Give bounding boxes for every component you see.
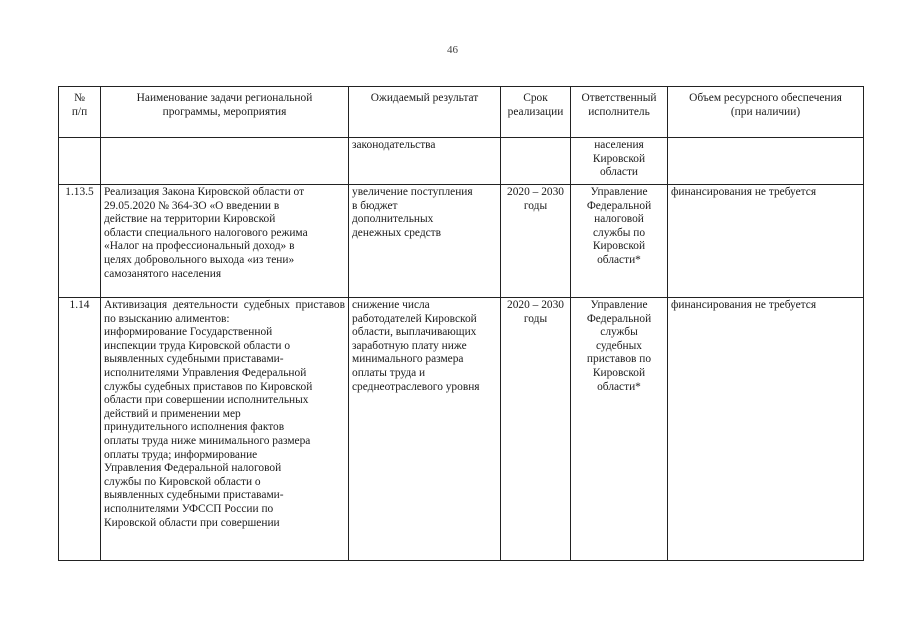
cell-result: законодательства <box>349 138 501 185</box>
table-row <box>59 138 864 185</box>
header-resources: Объем ресурсного обеспечения (при наличии) <box>668 87 864 138</box>
header-task: Наименование задачи региональной программы, мероприятия <box>101 87 349 138</box>
cell-num <box>59 138 101 185</box>
cell-num: 1.14 <box>59 298 101 561</box>
table-header-row <box>59 87 864 138</box>
header-num: № п/п <box>59 87 101 138</box>
cell-task <box>101 138 349 185</box>
cell-term: 2020 – 2030 годы <box>501 298 571 561</box>
cell-task: Активизация деятельности судебных приставов по взысканию алиментов: информирование Государственной инспекции труда Кировской области о выявленных судебными приставами- исполнителями Управления Федеральной службы судебных приставов по Кировской области при совершении исполнительных действий и применении мер принудительного исполнения фактов оплаты труда ниже минимального размера оплаты труда; информирование Управления Федеральной налоговой службы по Кировской области о выявленных судебными приставами- исполнителями УФССП России по Кировской области при совершении <box>101 298 349 561</box>
cell-resources: финансирования не требуется <box>668 298 864 561</box>
cell-result: снижение числа работодателей Кировской области, выплачивающих заработную плату ниже минимального размера оплаты труда и среднеотраслевого уровня <box>349 298 501 561</box>
cell-term: 2020 – 2030 годы <box>501 185 571 298</box>
cell-resources: финансирования не требуется <box>668 185 864 298</box>
cell-task: Реализация Закона Кировской области от 29.05.2020 № 364-ЗО «О введении в действие на территории Кировской области специального налогового режима «Налог на профессиональный доход» в целях добровольного выхода «из тени» самозанятого населения <box>101 185 349 298</box>
cell-responsible: Управление Федеральной налоговой службы по Кировской области* <box>571 185 668 298</box>
table-row <box>59 185 864 298</box>
cell-responsible: Управление Федеральной службы судебных приставов по Кировской области* <box>571 298 668 561</box>
cell-result: увеличение поступления в бюджет дополнительных денежных средств <box>349 185 501 298</box>
cell-responsible: населения Кировской области <box>571 138 668 185</box>
cell-resources <box>668 138 864 185</box>
header-term: Срок реализации <box>501 87 571 138</box>
cell-term <box>501 138 571 185</box>
cell-num: 1.13.5 <box>59 185 101 298</box>
header-result: Ожидаемый результат <box>349 87 501 138</box>
table-row <box>59 298 864 561</box>
page-number: 46 <box>447 44 458 56</box>
header-responsible: Ответственный исполнитель <box>571 87 668 138</box>
program-table <box>58 86 864 561</box>
